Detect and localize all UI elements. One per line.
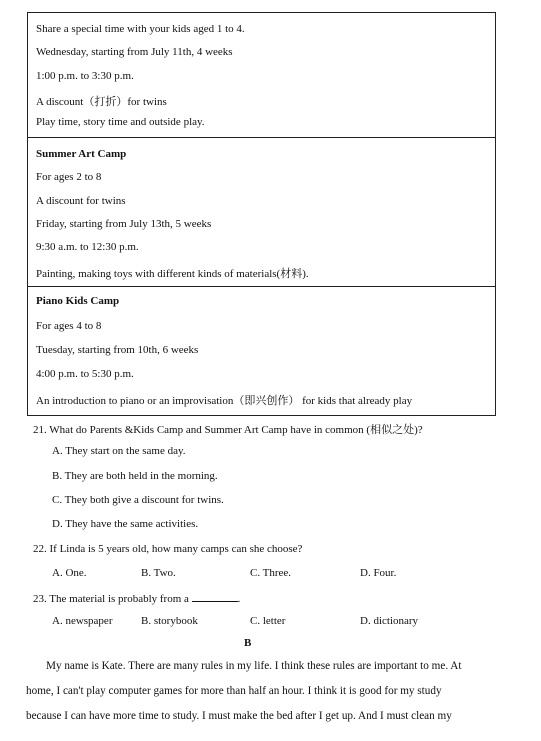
camp2-line: For ages 2 to 8 [36,171,102,183]
q23-option-a: A. newspaper [52,615,113,627]
camp2-line: A discount for twins [36,195,126,207]
q22-option-c: C. Three. [250,567,292,579]
section-heading-b: B [244,637,252,649]
camp2-title: Summer Art Camp [36,148,127,160]
camp-box-summer-art [27,137,496,286]
q21-option-c: C. They both give a discount for twins. [52,494,224,506]
camp2-line: Painting, making toys with different kinds of materials(材料). [36,268,309,280]
camp3-line: An introduction to piano or an improvisation（即兴创作） for kids that already play [36,395,413,407]
q21-option-a: A. They start on the same day. [52,445,186,457]
q21-option-d: D. They have the same activities. [52,518,199,530]
q23-stem-text: 23. The material is probably from a [33,593,189,605]
q23-stem-end: . [237,593,241,605]
camp3-line: Tuesday, starting from 10th, 6 weeks [36,344,199,356]
camp2-line: 9:30 a.m. to 12:30 p.m. [36,241,139,253]
camp1-line: A discount（打折）for twins [36,96,167,108]
q22-option-d: D. Four. [360,567,397,579]
q21-option-b: B. They are both held in the morning. [52,470,218,482]
camp1-line: Wednesday, starting from July 11th, 4 weeks [36,46,233,58]
camp3-title: Piano Kids Camp [36,295,120,307]
q22-option-a: A. One. [52,567,87,579]
q23-option-d: D. dictionary [360,615,419,627]
q23-option-b: B. storybook [141,615,198,627]
passage-b-line: My name is Kate. There are many rules in my life. I think these rules are important to me. At [46,660,462,672]
camp1-line: Share a special time with your kids aged 1 to 4. [36,23,245,35]
camp1-line: 1:00 p.m. to 3:30 p.m. [36,70,134,82]
camp-box-piano-kids [27,286,496,416]
question-23-stem [33,591,240,605]
passage-b-line: home, I can't play computer games for more than half an hour. I think it is good for my study [26,685,442,697]
q23-answer-blank [192,591,238,602]
question-21-stem: 21. What do Parents &Kids Camp and Summer Art Camp have in common (相似之处)? [33,424,423,436]
q22-option-b: B. Two. [141,567,176,579]
camp2-line: Friday, starting from July 13th, 5 weeks [36,218,212,230]
camp-box-parents-kids [27,12,496,137]
question-22-stem: 22. If Linda is 5 years old, how many camps can she choose? [33,543,303,555]
passage-b-line: because I can have more time to study. I must make the bed after I get up. And I must clean my [26,710,452,722]
camp1-line: Play time, story time and outside play. [36,116,205,128]
q23-option-c: C. letter [250,615,286,627]
camp3-line: 4:00 p.m. to 5:30 p.m. [36,368,134,380]
camp3-line: For ages 4 to 8 [36,320,102,332]
